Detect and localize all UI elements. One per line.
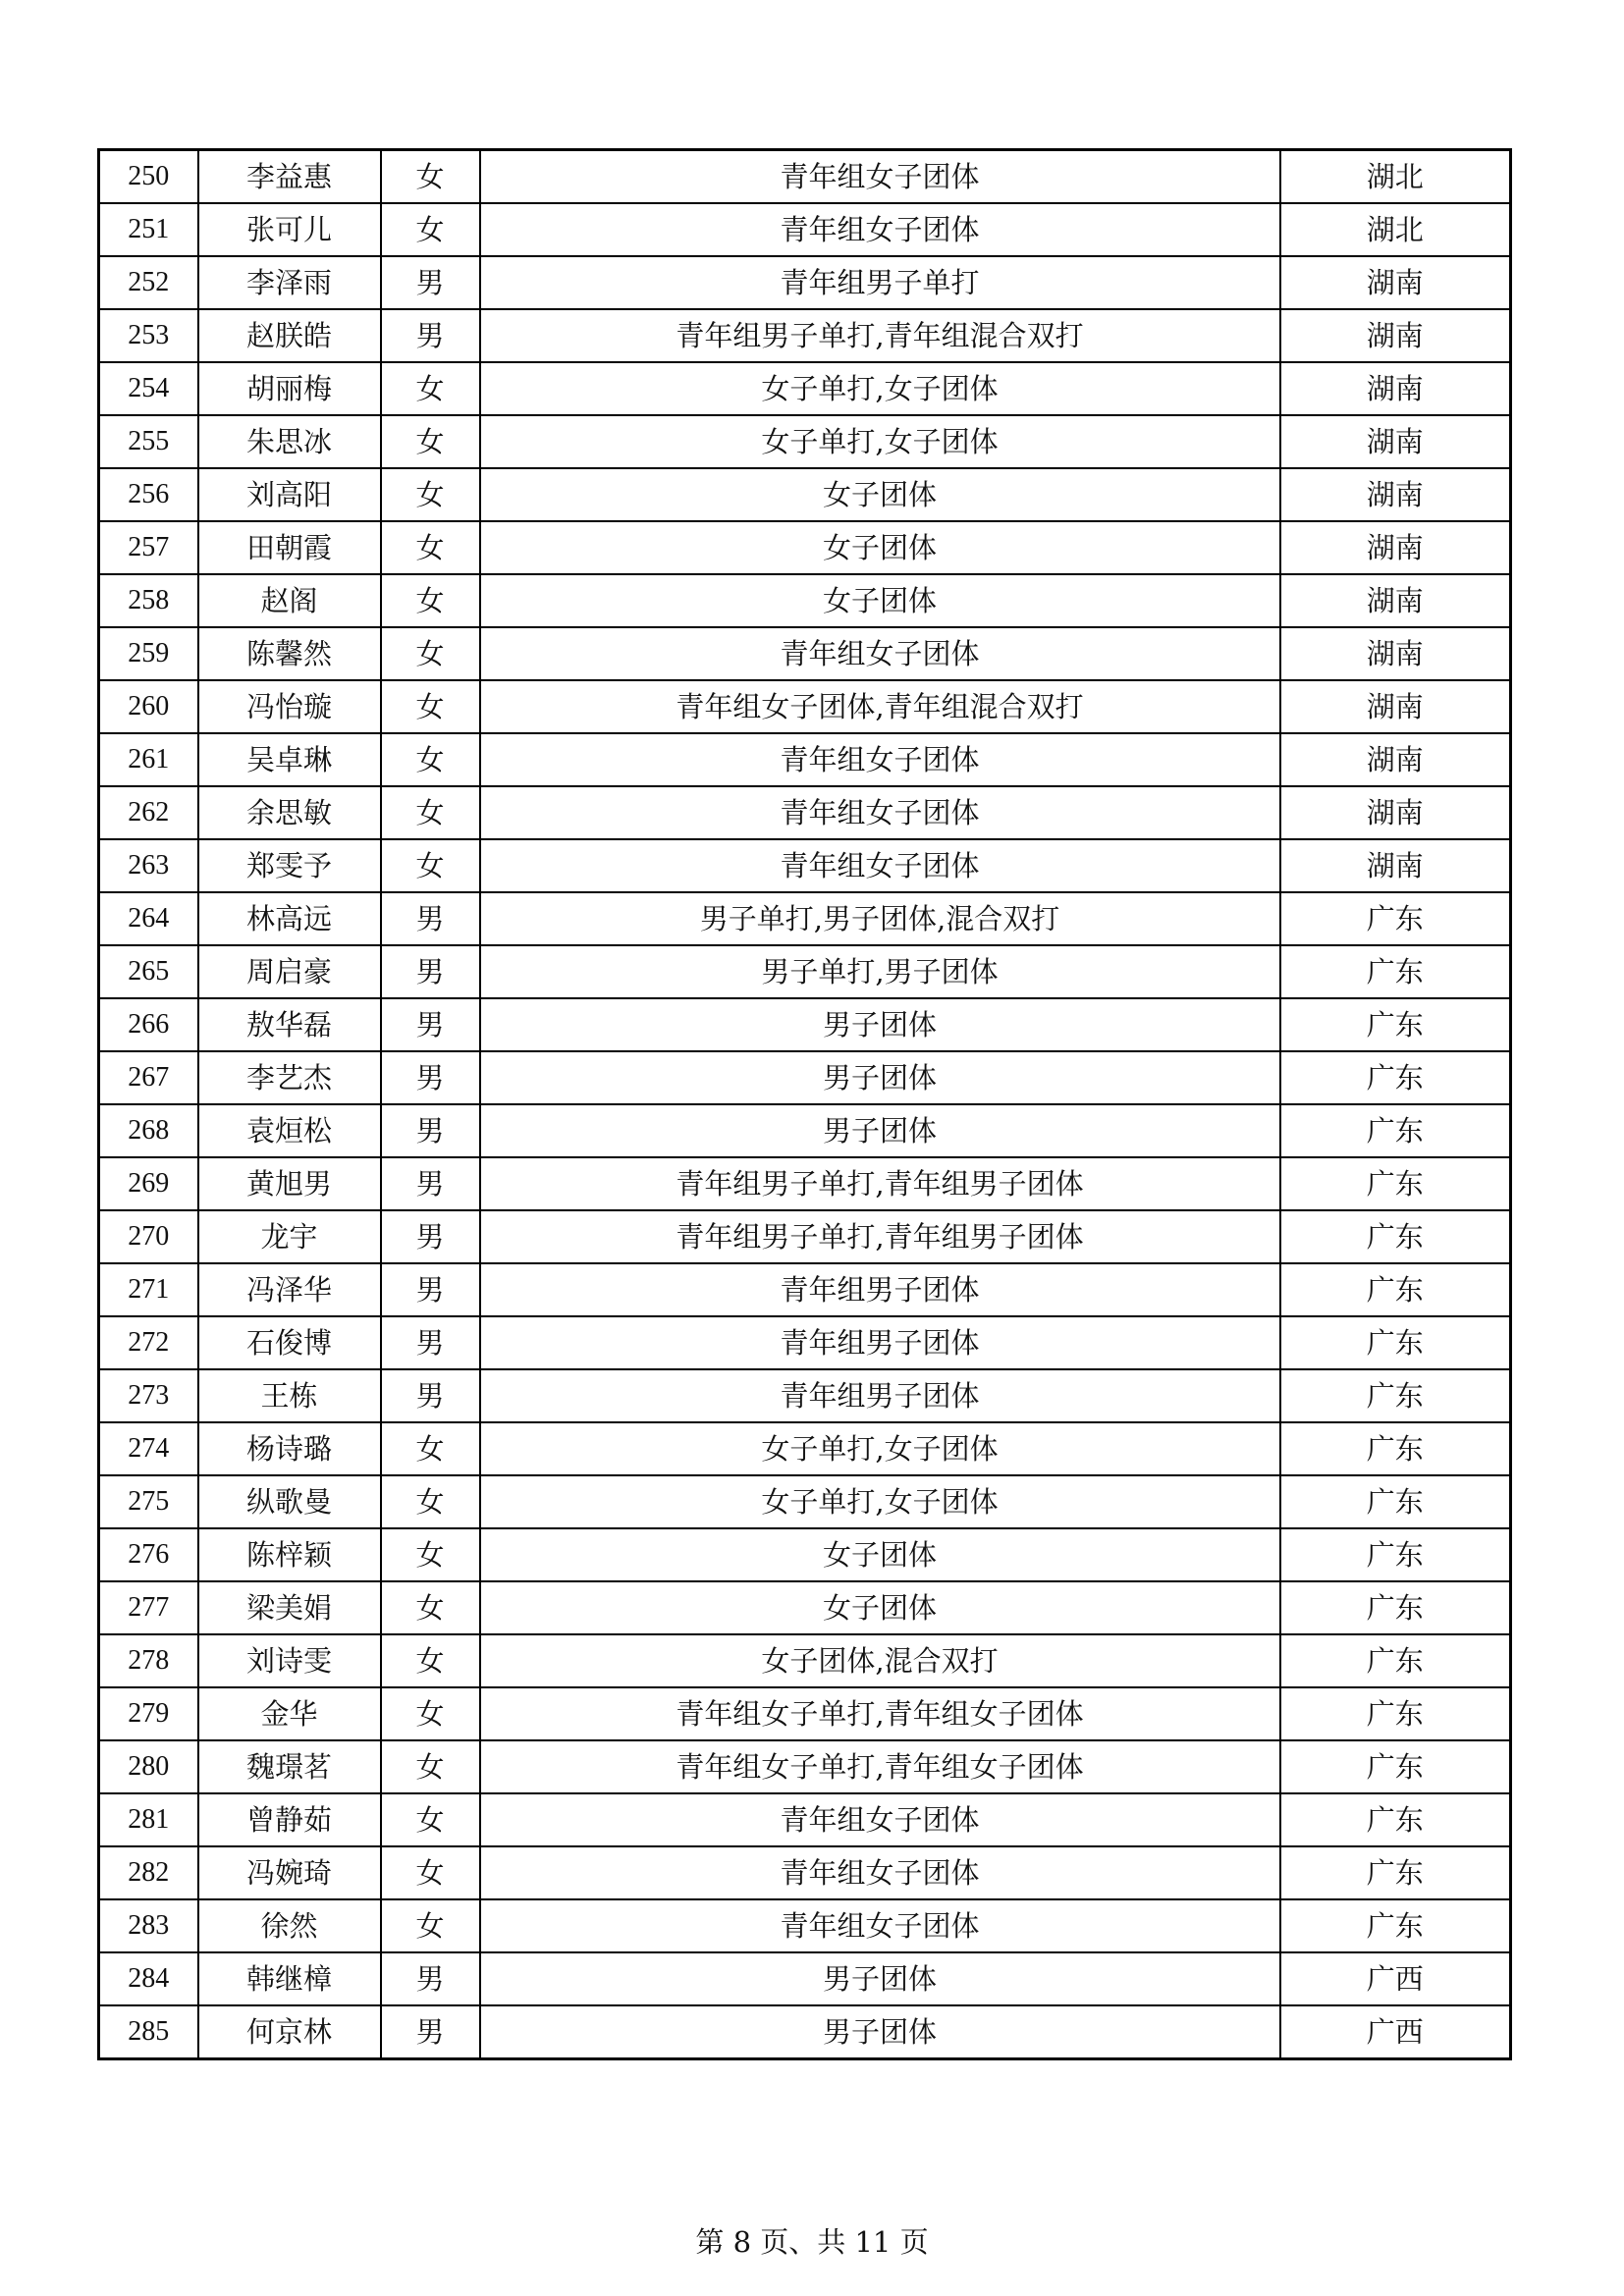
cell-number: 279 xyxy=(99,1687,198,1740)
table-row xyxy=(99,1793,1511,1846)
cell-province: 湖南 xyxy=(1280,521,1511,574)
cell-name: 陈梓颖 xyxy=(198,1528,381,1581)
cell-gender: 女 xyxy=(381,415,480,468)
cell-number: 275 xyxy=(99,1475,198,1528)
cell-events: 女子团体 xyxy=(480,1581,1280,1634)
cell-province: 广东 xyxy=(1280,1475,1511,1528)
table-row xyxy=(99,1263,1511,1316)
cell-gender: 男 xyxy=(381,1263,480,1316)
cell-events: 青年组女子团体 xyxy=(480,1846,1280,1899)
table-row xyxy=(99,1899,1511,1952)
cell-name: 袁烜松 xyxy=(198,1104,381,1157)
cell-number: 280 xyxy=(99,1740,198,1793)
cell-name: 李益惠 xyxy=(198,150,381,204)
table-row xyxy=(99,1475,1511,1528)
cell-gender: 男 xyxy=(381,945,480,998)
cell-province: 湖南 xyxy=(1280,839,1511,892)
table-row xyxy=(99,415,1511,468)
cell-name: 赵朕皓 xyxy=(198,309,381,362)
cell-gender: 女 xyxy=(381,1687,480,1740)
cell-events: 女子团体 xyxy=(480,1528,1280,1581)
cell-number: 263 xyxy=(99,839,198,892)
cell-number: 266 xyxy=(99,998,198,1051)
cell-name: 杨诗璐 xyxy=(198,1422,381,1475)
cell-events: 男子单打,男子团体,混合双打 xyxy=(480,892,1280,945)
cell-gender: 男 xyxy=(381,1210,480,1263)
cell-number: 268 xyxy=(99,1104,198,1157)
cell-gender: 女 xyxy=(381,1793,480,1846)
cell-gender: 女 xyxy=(381,1528,480,1581)
cell-events: 青年组女子团体 xyxy=(480,627,1280,680)
cell-name: 林高远 xyxy=(198,892,381,945)
cell-events: 男子单打,男子团体 xyxy=(480,945,1280,998)
cell-province: 湖南 xyxy=(1280,733,1511,786)
cell-name: 胡丽梅 xyxy=(198,362,381,415)
cell-gender: 女 xyxy=(381,203,480,256)
cell-events: 青年组女子团体,青年组混合双打 xyxy=(480,680,1280,733)
cell-events: 女子单打,女子团体 xyxy=(480,362,1280,415)
cell-events: 男子团体 xyxy=(480,1104,1280,1157)
cell-name: 张可儿 xyxy=(198,203,381,256)
cell-events: 青年组女子团体 xyxy=(480,839,1280,892)
table-row xyxy=(99,945,1511,998)
table-row xyxy=(99,256,1511,309)
table-row xyxy=(99,998,1511,1051)
cell-gender: 男 xyxy=(381,1316,480,1369)
cell-province: 湖北 xyxy=(1280,150,1511,204)
cell-province: 广东 xyxy=(1280,1263,1511,1316)
cell-gender: 男 xyxy=(381,892,480,945)
cell-number: 250 xyxy=(99,150,198,204)
cell-events: 女子团体 xyxy=(480,521,1280,574)
cell-number: 271 xyxy=(99,1263,198,1316)
cell-name: 吴卓琳 xyxy=(198,733,381,786)
cell-province: 广西 xyxy=(1280,1952,1511,2005)
cell-gender: 女 xyxy=(381,362,480,415)
cell-province: 湖南 xyxy=(1280,627,1511,680)
cell-name: 何京林 xyxy=(198,2005,381,2059)
table-row xyxy=(99,839,1511,892)
cell-province: 广东 xyxy=(1280,1316,1511,1369)
table-row xyxy=(99,1104,1511,1157)
cell-name: 金华 xyxy=(198,1687,381,1740)
cell-name: 纵歌曼 xyxy=(198,1475,381,1528)
cell-number: 285 xyxy=(99,2005,198,2059)
cell-name: 冯怡璇 xyxy=(198,680,381,733)
cell-province: 广东 xyxy=(1280,1104,1511,1157)
cell-events: 男子团体 xyxy=(480,998,1280,1051)
cell-events: 青年组女子团体 xyxy=(480,150,1280,204)
cell-gender: 女 xyxy=(381,1846,480,1899)
cell-province: 广东 xyxy=(1280,998,1511,1051)
cell-events: 女子团体 xyxy=(480,574,1280,627)
cell-number: 253 xyxy=(99,309,198,362)
table-row xyxy=(99,2005,1511,2059)
table-row xyxy=(99,1422,1511,1475)
cell-number: 262 xyxy=(99,786,198,839)
cell-events: 男子团体 xyxy=(480,2005,1280,2059)
table-row xyxy=(99,1316,1511,1369)
cell-province: 广西 xyxy=(1280,2005,1511,2059)
cell-number: 258 xyxy=(99,574,198,627)
table-row xyxy=(99,680,1511,733)
cell-events: 青年组男子团体 xyxy=(480,1316,1280,1369)
cell-number: 282 xyxy=(99,1846,198,1899)
table-row xyxy=(99,1740,1511,1793)
cell-gender: 男 xyxy=(381,1104,480,1157)
cell-events: 青年组男子团体 xyxy=(480,1263,1280,1316)
cell-name: 王栋 xyxy=(198,1369,381,1422)
cell-province: 湖南 xyxy=(1280,415,1511,468)
cell-province: 湖南 xyxy=(1280,574,1511,627)
cell-number: 277 xyxy=(99,1581,198,1634)
cell-name: 刘诗雯 xyxy=(198,1634,381,1687)
cell-name: 石俊博 xyxy=(198,1316,381,1369)
cell-name: 曾静茹 xyxy=(198,1793,381,1846)
cell-gender: 女 xyxy=(381,733,480,786)
cell-name: 黄旭男 xyxy=(198,1157,381,1210)
roster-table xyxy=(97,148,1512,2060)
cell-gender: 女 xyxy=(381,150,480,204)
cell-province: 广东 xyxy=(1280,1899,1511,1952)
cell-name: 郑雯予 xyxy=(198,839,381,892)
cell-name: 敖华磊 xyxy=(198,998,381,1051)
cell-number: 260 xyxy=(99,680,198,733)
page-footer: 第 8 页、共 11 页 xyxy=(695,2225,929,2259)
cell-events: 女子单打,女子团体 xyxy=(480,415,1280,468)
cell-number: 264 xyxy=(99,892,198,945)
roster-body xyxy=(99,150,1511,2059)
cell-province: 湖北 xyxy=(1280,203,1511,256)
cell-gender: 男 xyxy=(381,1157,480,1210)
cell-number: 284 xyxy=(99,1952,198,2005)
cell-name: 龙宇 xyxy=(198,1210,381,1263)
table-row xyxy=(99,1157,1511,1210)
cell-province: 湖南 xyxy=(1280,362,1511,415)
table-row xyxy=(99,1581,1511,1634)
cell-number: 254 xyxy=(99,362,198,415)
cell-name: 田朝霞 xyxy=(198,521,381,574)
cell-events: 女子团体,混合双打 xyxy=(480,1634,1280,1687)
cell-gender: 男 xyxy=(381,256,480,309)
table-row xyxy=(99,1687,1511,1740)
cell-events: 青年组女子团体 xyxy=(480,786,1280,839)
cell-number: 257 xyxy=(99,521,198,574)
cell-name: 冯泽华 xyxy=(198,1263,381,1316)
cell-name: 赵阁 xyxy=(198,574,381,627)
cell-gender: 女 xyxy=(381,1634,480,1687)
cell-number: 273 xyxy=(99,1369,198,1422)
cell-number: 261 xyxy=(99,733,198,786)
cell-province: 广东 xyxy=(1280,1846,1511,1899)
cell-name: 梁美娟 xyxy=(198,1581,381,1634)
table-row xyxy=(99,1528,1511,1581)
cell-number: 276 xyxy=(99,1528,198,1581)
cell-gender: 男 xyxy=(381,1952,480,2005)
cell-gender: 女 xyxy=(381,521,480,574)
table-row xyxy=(99,309,1511,362)
cell-number: 274 xyxy=(99,1422,198,1475)
table-row xyxy=(99,150,1511,204)
cell-events: 青年组男子单打,青年组混合双打 xyxy=(480,309,1280,362)
cell-name: 徐然 xyxy=(198,1899,381,1952)
cell-gender: 女 xyxy=(381,1422,480,1475)
cell-events: 青年组女子团体 xyxy=(480,1793,1280,1846)
cell-gender: 女 xyxy=(381,1899,480,1952)
cell-number: 252 xyxy=(99,256,198,309)
cell-name: 冯婉琦 xyxy=(198,1846,381,1899)
cell-province: 广东 xyxy=(1280,1369,1511,1422)
cell-province: 广东 xyxy=(1280,1528,1511,1581)
table-row xyxy=(99,362,1511,415)
cell-gender: 女 xyxy=(381,1740,480,1793)
table-row xyxy=(99,627,1511,680)
cell-events: 青年组女子单打,青年组女子团体 xyxy=(480,1687,1280,1740)
table-row xyxy=(99,203,1511,256)
cell-gender: 女 xyxy=(381,839,480,892)
cell-gender: 男 xyxy=(381,2005,480,2059)
table-row xyxy=(99,1369,1511,1422)
cell-gender: 女 xyxy=(381,1475,480,1528)
cell-events: 青年组男子团体 xyxy=(480,1369,1280,1422)
cell-province: 广东 xyxy=(1280,1793,1511,1846)
table-row xyxy=(99,574,1511,627)
cell-number: 270 xyxy=(99,1210,198,1263)
cell-gender: 女 xyxy=(381,627,480,680)
cell-name: 韩继樟 xyxy=(198,1952,381,2005)
cell-province: 湖南 xyxy=(1280,256,1511,309)
table-row xyxy=(99,1952,1511,2005)
table-row xyxy=(99,1210,1511,1263)
cell-number: 256 xyxy=(99,468,198,521)
cell-number: 281 xyxy=(99,1793,198,1846)
cell-gender: 男 xyxy=(381,998,480,1051)
cell-gender: 女 xyxy=(381,680,480,733)
table-row xyxy=(99,468,1511,521)
table-row xyxy=(99,1846,1511,1899)
cell-events: 女子单打,女子团体 xyxy=(480,1422,1280,1475)
cell-number: 269 xyxy=(99,1157,198,1210)
cell-number: 278 xyxy=(99,1634,198,1687)
cell-events: 女子团体 xyxy=(480,468,1280,521)
cell-events: 青年组男子单打,青年组男子团体 xyxy=(480,1210,1280,1263)
cell-gender: 女 xyxy=(381,574,480,627)
cell-number: 255 xyxy=(99,415,198,468)
cell-events: 青年组女子团体 xyxy=(480,1899,1280,1952)
cell-province: 广东 xyxy=(1280,1210,1511,1263)
cell-province: 广东 xyxy=(1280,1740,1511,1793)
cell-events: 男子团体 xyxy=(480,1051,1280,1104)
cell-number: 251 xyxy=(99,203,198,256)
cell-province: 湖南 xyxy=(1280,468,1511,521)
cell-number: 267 xyxy=(99,1051,198,1104)
cell-events: 青年组女子团体 xyxy=(480,733,1280,786)
cell-name: 余思敏 xyxy=(198,786,381,839)
cell-name: 陈馨然 xyxy=(198,627,381,680)
cell-number: 259 xyxy=(99,627,198,680)
table-row xyxy=(99,1051,1511,1104)
cell-gender: 男 xyxy=(381,309,480,362)
cell-events: 青年组男子单打,青年组男子团体 xyxy=(480,1157,1280,1210)
table-row xyxy=(99,1634,1511,1687)
cell-province: 广东 xyxy=(1280,1157,1511,1210)
cell-number: 272 xyxy=(99,1316,198,1369)
cell-province: 广东 xyxy=(1280,945,1511,998)
table-row xyxy=(99,786,1511,839)
cell-events: 女子单打,女子团体 xyxy=(480,1475,1280,1528)
cell-province: 广东 xyxy=(1280,1687,1511,1740)
cell-province: 湖南 xyxy=(1280,786,1511,839)
table-row xyxy=(99,733,1511,786)
cell-events: 青年组女子单打,青年组女子团体 xyxy=(480,1740,1280,1793)
cell-gender: 男 xyxy=(381,1051,480,1104)
cell-province: 湖南 xyxy=(1280,309,1511,362)
cell-gender: 男 xyxy=(381,1369,480,1422)
cell-number: 265 xyxy=(99,945,198,998)
cell-province: 广东 xyxy=(1280,1581,1511,1634)
cell-events: 青年组男子单打 xyxy=(480,256,1280,309)
cell-gender: 女 xyxy=(381,468,480,521)
cell-name: 李泽雨 xyxy=(198,256,381,309)
cell-gender: 女 xyxy=(381,786,480,839)
cell-name: 魏璟茗 xyxy=(198,1740,381,1793)
table-row xyxy=(99,521,1511,574)
cell-name: 李艺杰 xyxy=(198,1051,381,1104)
cell-province: 广东 xyxy=(1280,892,1511,945)
cell-number: 283 xyxy=(99,1899,198,1952)
cell-gender: 女 xyxy=(381,1581,480,1634)
cell-province: 广东 xyxy=(1280,1051,1511,1104)
cell-province: 广东 xyxy=(1280,1634,1511,1687)
cell-name: 周启豪 xyxy=(198,945,381,998)
table-row xyxy=(99,892,1511,945)
cell-province: 湖南 xyxy=(1280,680,1511,733)
cell-province: 广东 xyxy=(1280,1422,1511,1475)
cell-name: 朱思冰 xyxy=(198,415,381,468)
cell-events: 男子团体 xyxy=(480,1952,1280,2005)
cell-name: 刘高阳 xyxy=(198,468,381,521)
cell-events: 青年组女子团体 xyxy=(480,203,1280,256)
